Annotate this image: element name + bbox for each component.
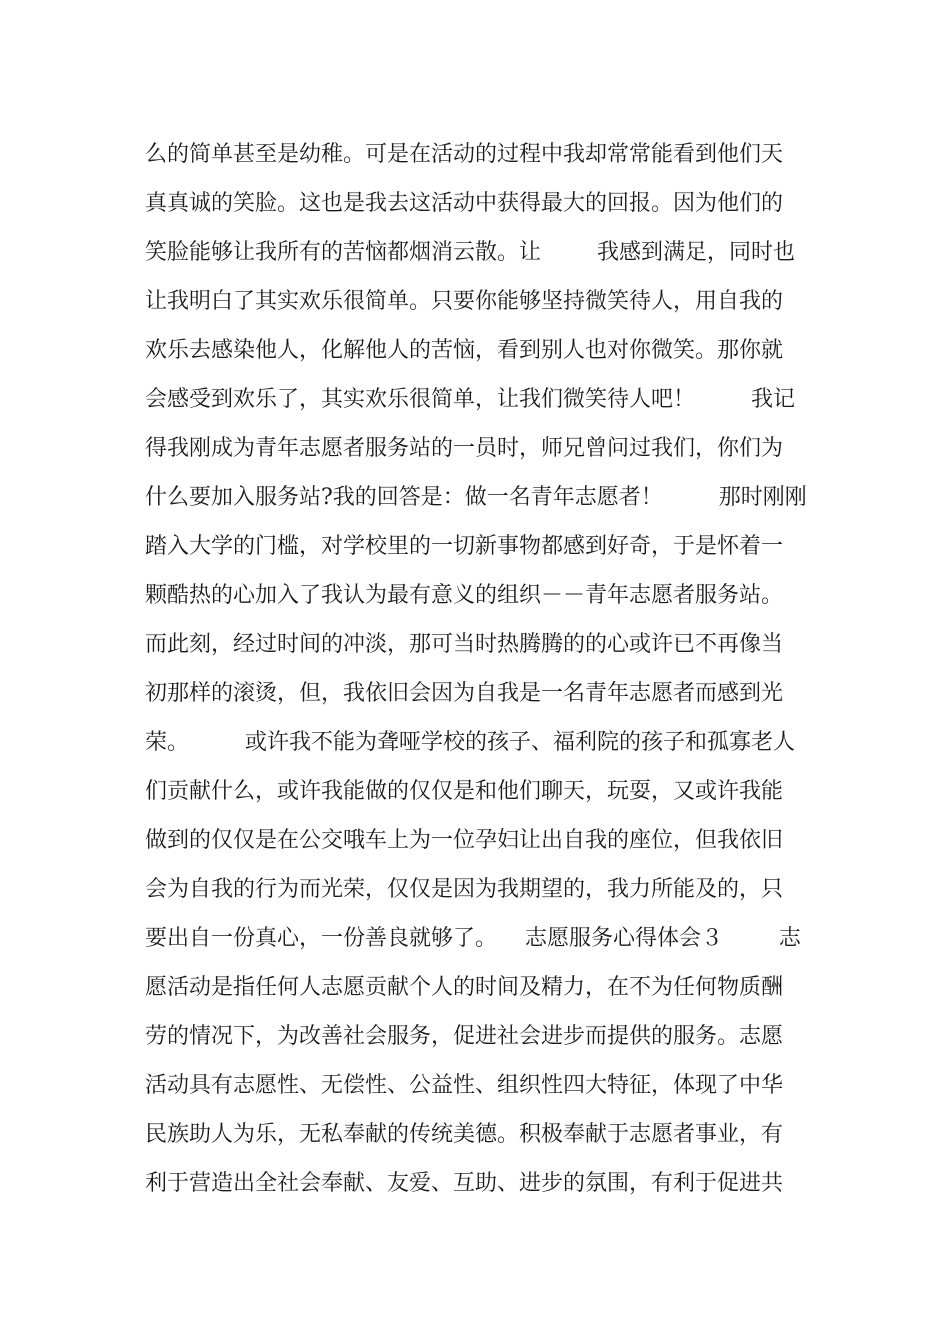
text-line: 劳的情况下，为改善社会服务，促进社会进步而提供的服务。志愿: [145, 1024, 784, 1049]
text-line: 笑脸能够让我所有的苦恼都烟消云散。让 我感到满足，同时也: [145, 240, 795, 265]
text-line: 什么要加入服务站?我的回答是：做一名青年志愿者！ 那时刚刚: [145, 485, 807, 510]
text-line: 愿活动是指任何人志愿贡献个人的时间及精力，在不为任何物质酬: [145, 975, 784, 1000]
text-line: 利于营造出全社会奉献、友爱、互助、进步的氛围，有利于促进共: [145, 1171, 784, 1196]
text-line: 踏入大学的门槛，对学校里的一切新事物都感到好奇，于是怀着一: [145, 534, 784, 559]
text-line: 做到的仅仅是在公交哦车上为一位孕妇让出自我的座位，但我依旧: [145, 828, 784, 853]
text-line: 欢乐去感染他人，化解他人的苦恼，看到别人也对你微笑。那你就: [145, 338, 784, 363]
text-line: 得我刚成为青年志愿者服务站的一员时，师兄曾问过我们，你们为: [145, 436, 784, 461]
text-line: 民族助人为乐，无私奉献的传统美德。积极奉献于志愿者事业，有: [145, 1122, 784, 1147]
text-line: 要出自一份真心，一份善良就够了。 志愿服务心得体会３ 志: [145, 926, 801, 951]
document-body: [145, 130, 810, 1208]
text-line: 而此刻，经过时间的冲淡，那可当时热腾腾的的心或许已不再像当: [145, 632, 784, 657]
text-line: 让我明白了其实欢乐很简单。只要你能够坚持微笑待人，用自我的: [145, 289, 784, 314]
text-line: 颗酷热的心加入了我认为最有意义的组织－－青年志愿者服务站。: [145, 583, 784, 608]
text-line: 们贡献什么，或许我能做的仅仅是和他们聊天，玩耍，又或许我能: [145, 779, 784, 804]
text-line: 真真诚的笑脸。这也是我去这活动中获得最大的回报。因为他们的: [145, 191, 784, 216]
text-line: 初那样的滚烫，但，我依旧会因为自我是一名青年志愿者而感到光: [145, 681, 784, 706]
text-line: 活动具有志愿性、无偿性、公益性、组织性四大特征，体现了中华: [145, 1073, 784, 1098]
text-line: 荣。 或许我不能为聋哑学校的孩子、福利院的孩子和孤寡老人: [145, 730, 795, 755]
text-line: 会感受到欢乐了，其实欢乐很简单，让我们微笑待人吧！ 我记: [145, 387, 795, 412]
text-line: 会为自我的行为而光荣，仅仅是因为我期望的，我力所能及的，只: [145, 877, 784, 902]
text-line: 么的简单甚至是幼稚。可是在活动的过程中我却常常能看到他们天: [145, 142, 784, 167]
